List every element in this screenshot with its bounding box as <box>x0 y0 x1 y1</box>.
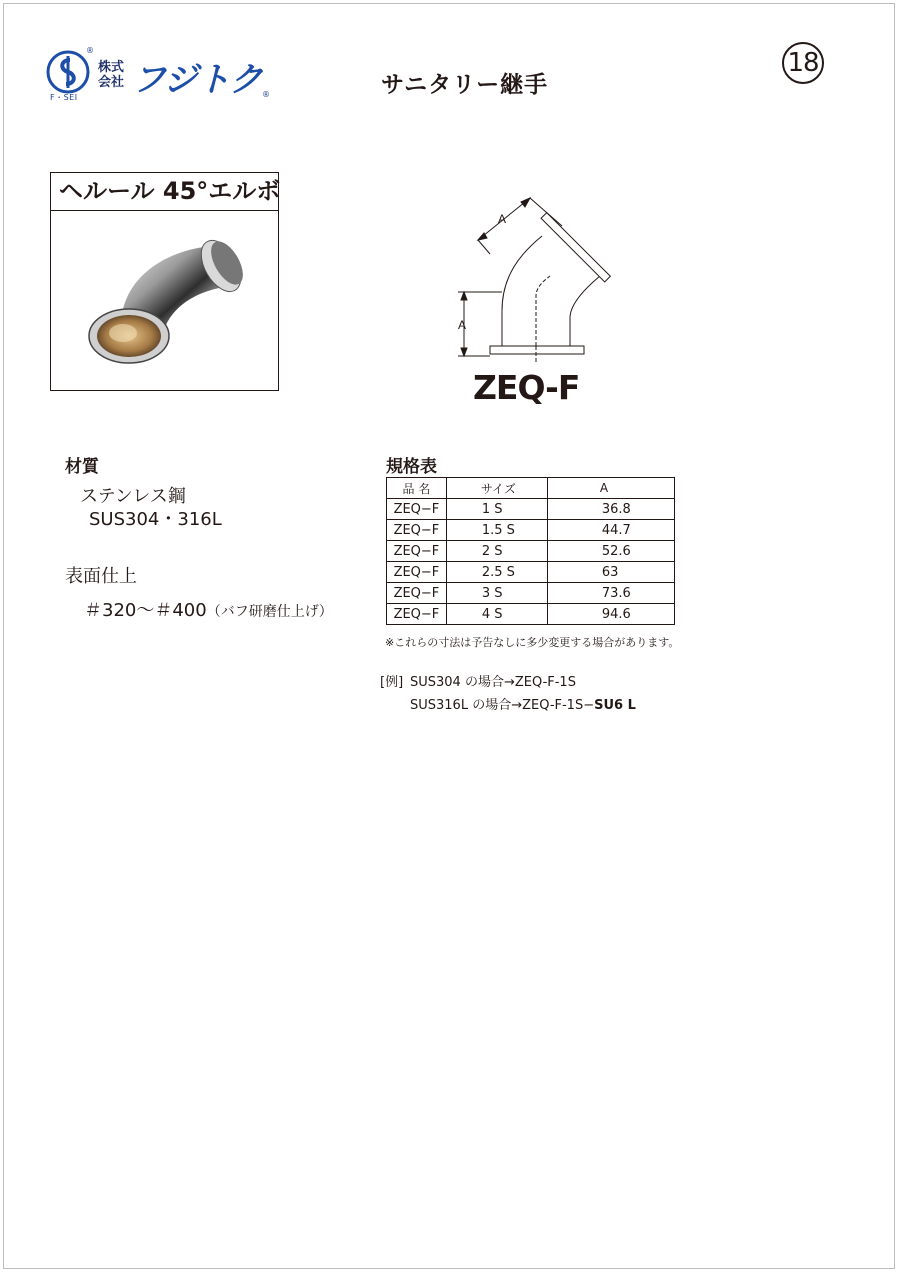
table-row <box>387 562 675 583</box>
reg-mark-brand: ® <box>262 90 270 99</box>
cell-name: ZEQ−F <box>387 604 447 625</box>
material-value-2: SUS304・316L <box>89 509 222 530</box>
cell-a: 44.7 <box>547 520 674 541</box>
fujitoku-logo-mark-icon <box>46 50 90 94</box>
material-value-1: ステンレス鋼 <box>80 486 186 507</box>
cell-size: 1 S <box>446 499 547 520</box>
cell-a: 52.6 <box>547 541 674 562</box>
example-label: [例] <box>380 675 404 690</box>
cell-size: 3 S <box>446 583 547 604</box>
cell-size: 2 S <box>446 541 547 562</box>
example-line-2-prefix: SUS316L の場合→ZEQ-F-1S− <box>410 698 595 713</box>
col-header-name: 品 名 <box>387 478 447 499</box>
reg-mark: ® <box>86 46 94 55</box>
table-row <box>387 541 675 562</box>
cell-size: 1.5 S <box>446 520 547 541</box>
cell-name: ZEQ−F <box>387 562 447 583</box>
cell-a: 36.8 <box>547 499 674 520</box>
cell-a: 94.6 <box>547 604 674 625</box>
page-title: サニタリー継手 <box>381 72 549 98</box>
finish-value-main: ＃320〜＃400 <box>84 600 207 621</box>
company-prefix: 株式会社 <box>98 60 125 90</box>
table-row <box>387 499 675 520</box>
example-line-2-suffix: SU6 L <box>594 698 636 713</box>
finish-value <box>84 596 333 622</box>
logo-sub-text: F・SEI <box>50 93 78 102</box>
col-header-size: サイズ <box>446 478 547 499</box>
cell-name: ZEQ−F <box>387 520 447 541</box>
table-header-row <box>387 478 675 499</box>
example-line-2 <box>410 694 636 713</box>
table-row <box>387 520 675 541</box>
spec-note: ※これらの寸法は予告なしに多少変更する場合があります。 <box>385 636 680 649</box>
col-header-a: A <box>547 478 674 499</box>
dimension-diagram <box>450 196 630 366</box>
company-logo <box>46 46 286 106</box>
product-title: ヘルール 45°エルボ <box>51 173 278 211</box>
elbow-photo-icon <box>51 211 278 390</box>
table-row <box>387 604 675 625</box>
cell-a: 73.6 <box>547 583 674 604</box>
model-code: ZEQ-F <box>473 368 580 407</box>
spec-label: 規格表 <box>386 457 437 477</box>
page-number: 18 <box>782 42 824 84</box>
material-label: 材質 <box>65 457 99 477</box>
cell-name: ZEQ−F <box>387 499 447 520</box>
finish-label: 表面仕上 <box>65 566 137 587</box>
cell-name: ZEQ−F <box>387 541 447 562</box>
example-line-1: SUS304 の場合→ZEQ-F-1S <box>410 675 576 690</box>
dimension-label-vertical: A <box>458 318 467 332</box>
cell-name: ZEQ−F <box>387 583 447 604</box>
product-box <box>50 172 279 391</box>
spec-table <box>386 477 675 625</box>
cell-a: 63 <box>547 562 674 583</box>
table-row <box>387 583 675 604</box>
cell-size: 2.5 S <box>446 562 547 583</box>
dimension-label-diagonal: A <box>498 212 507 226</box>
finish-value-note: （バフ研磨仕上げ） <box>206 604 333 620</box>
cell-size: 4 S <box>446 604 547 625</box>
brand-name: フジトク <box>132 60 262 100</box>
